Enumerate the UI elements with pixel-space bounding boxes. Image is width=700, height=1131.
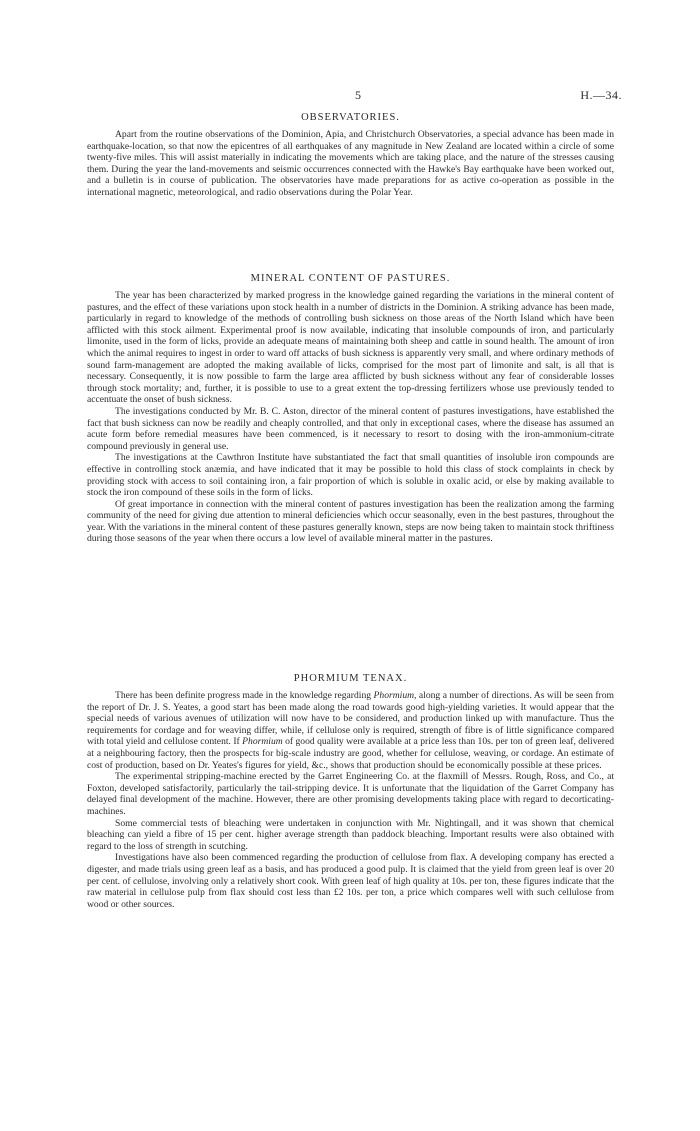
paragraph: The year has been characterized by marked progress in the knowledge gained regarding the variations in the mineral content of pastures, and the effect of these variations upon stock health in a number of districts in the Dominion. A striking advance has been made, particularly in regard to knowledge of the methods of controlling bush sickness on those areas of the North Island which have been afflicted with this stock ailment. Experimental proof is now available, indicating that insoluble compounds of iron, and particularly limonite, used in the form of licks, provide an adequate means of maintaining both sheep and cattle in sound health. The amount of iron which the animal requires to ingest in order to ward off attacks of bush sickness is apparently very small, and where ordinary methods of sound farm-management are adopted the making available of licks, comprised for the most part of limonite and salt, is all that is necessary. Consequently, it is now possible to farm the large area afflicted by bush sickness without any fear of considerable losses through stock mortality; and, further, it is possible to use to a great extent the top-dressing fertilizers whose use previously tended to accentuate the onset of bush sickness. xyxy=(87,290,614,406)
paragraph: Of great importance in connection with the mineral content of pastures investigation has been the realization among the farming community of the need for giving due attention to mineral deficiencies which occur seasonally, even in the best pastures, throughout the year. With the variations in the mineral content of these pastures generally known, steps are now being taken to maintain stock thriftiness during those seasons of the year when there occurs a low level of available mineral matter in the pastures. xyxy=(87,498,614,545)
text-run: There has been definite progress made in the knowledge regarding xyxy=(115,690,374,701)
italic-term: Phormium xyxy=(373,690,415,701)
section-mineral-content xyxy=(87,273,614,545)
paragraph: The investigations conducted by Mr. B. C. Aston, director of the mineral content of pastures investigations, have established the fact that bush sickness can now be readily and cheaply controlled, and that only in exceptional cases, where the disease has assumed an acute form before remedial measures have been commenced, is it necessary to resort to dosing with the iron-ammonium-citrate compound previously in general use. xyxy=(87,405,614,452)
text-run: , along a number of directions. As will be seen from the report of Dr. J. S. Yeates, a good start has been made along the road towards good high-yielding varieties. It would appear that the special needs of various avenues of utilization will now have to be considered, and production linked up with manufacture. Thus the requirements for cordage and for weaving differ, while, if cellulose only is required, strength of fibre is of little significance compared with total yield and cellulose content. If xyxy=(87,690,614,748)
paragraph xyxy=(87,771,614,817)
paragraph xyxy=(87,852,614,910)
text-run: The experimental stripping-machine erected by the Garret Engineering Co. at the flaxmill of Messrs. Rough, Ross, and Co., at Foxton, developed satisfactorily, particularly the tail-stripping device. It is unfortunate that the liquidation of the Garret Company has delayed final development of the machine. However, there are other promising developments taking place with regard to decorticating-machines. xyxy=(87,771,614,817)
section-phormium-tenax xyxy=(87,673,614,910)
page-header xyxy=(0,88,700,104)
paragraph xyxy=(87,690,614,771)
italic-term: Phormium xyxy=(242,736,283,748)
section-heading: MINERAL CONTENT OF PASTURES. xyxy=(250,273,451,284)
paragraph: Apart from the routine observations of the Dominion, Apia, and Christchurch Observatories, a special advance has been made in earthquake-location, so that now the epicentres of all earthquakes of any magnitude in New Zealand are located within a circle of some twenty-five miles. This will assist materially in indicating the movements which are taking place, and the nature of the stresses causing them. During the year the land-movements and seismic occurrences connected with the Hawke's Bay earthquake have been worked out, and a bulletin is in course of publication. The observatories have made preparations for as active co-operation as possible in the international magnetic, meteorological, and radio observations during the Polar Year. xyxy=(87,129,614,198)
section-heading: OBSERVATORIES. xyxy=(301,112,400,123)
section-heading: PHORMIUM TENAX. xyxy=(293,673,408,684)
text-run: Some commercial tests of bleaching were undertaken in conjunction with Mr. Nightingall, and it was shown that chemical bleaching can yield a fibre of 15 per cent. higher average strength than paddock bleaching. Important results were also obtained with regard to the loss of strength in scutching. xyxy=(87,817,614,852)
section-observatories xyxy=(87,112,614,199)
document-reference: H.—34. xyxy=(580,88,622,102)
paragraph: The investigations at the Cawthron Institute have substantiated the fact that small quantities of insoluble iron compounds are effective in controlling stock anæmia, and have indicated that it may be possible to hold this class of stock complaints in check by providing stock with access to soil containing iron, a fair proportion of which is soluble in oxalic acid, or else by making available to stock the iron compound of these soils in the form of licks. xyxy=(87,452,614,499)
text-run: of good quality were available at a price less than 10s. per ton of green leaf, delivered at a neighbouring factory, then the prospects for big-scale industry are good, whether for cellulose, weaving, or cordage. An estimate of cost of production, based on Dr. Yeates's figures for yield, &c., shows that production should be economically possible at these prices. xyxy=(87,736,615,771)
text-run: Investigations have also been commenced regarding the production of cellulose from flax. A developing company has erected a digester, and made trials using green leaf as a basis, and has produced a good pulp. It is claimed that the yield from green leaf is over 20 per cent. of cellulose, involving only a relatively short cook. With green leaf of high quality at 10s. per ton, these figures indicate that the raw material in cellulose pulp from flax should cost less than £2 10s. per ton, a price which compares well with such cellulose from wood or other sources. xyxy=(87,852,614,910)
page-number: 5 xyxy=(355,88,361,102)
paragraph xyxy=(87,818,614,853)
